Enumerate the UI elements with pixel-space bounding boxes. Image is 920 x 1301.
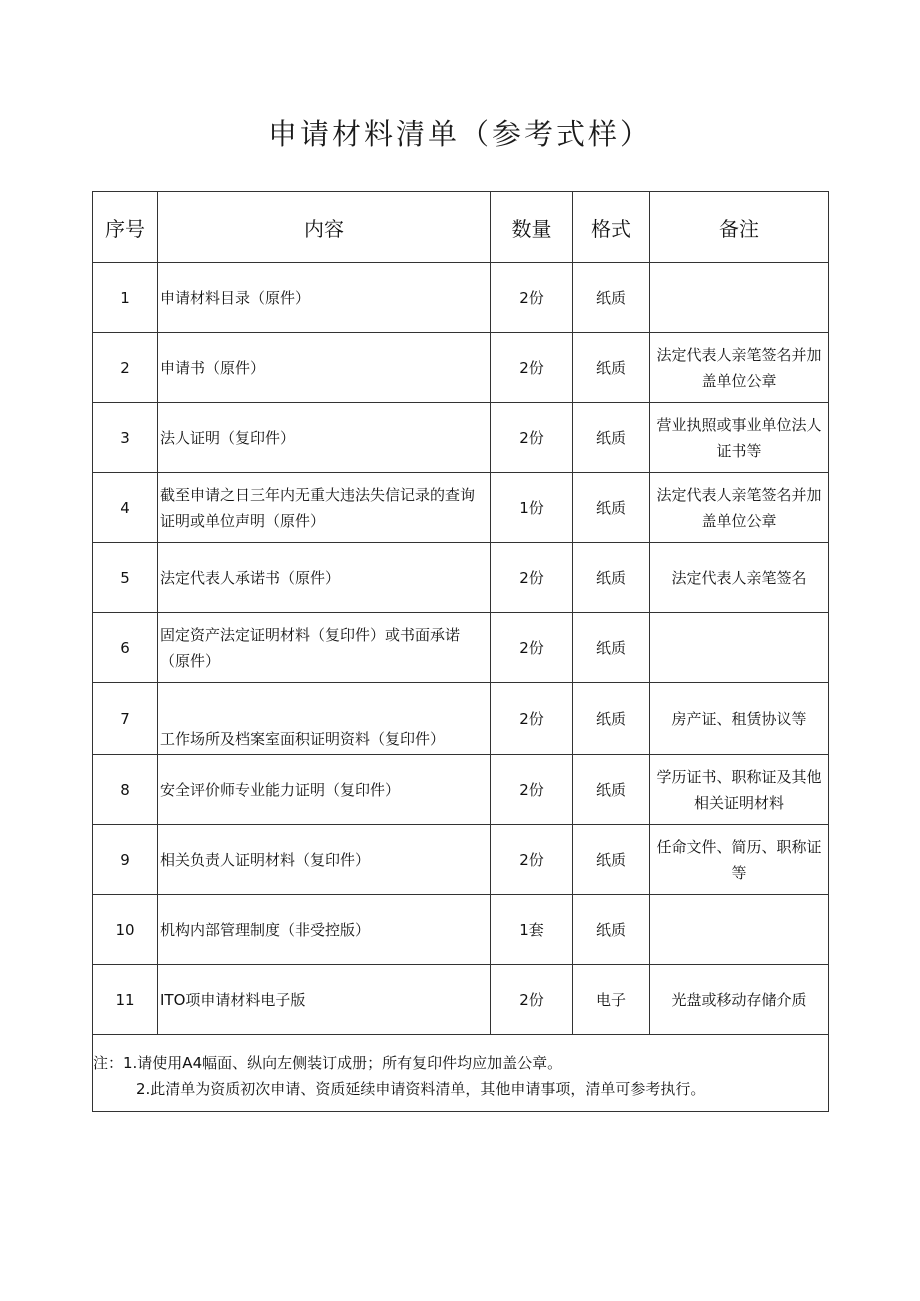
row-format: 纸质 [573, 403, 650, 473]
row-format: 纸质 [573, 683, 650, 755]
row-content: 法人证明（复印件） [158, 403, 491, 473]
row-quantity: 1份 [491, 473, 573, 543]
row-remarks: 房产证、租赁协议等 [650, 683, 829, 755]
row-quantity: 2份 [491, 333, 573, 403]
row-quantity: 2份 [491, 613, 573, 683]
row-quantity: 2份 [491, 683, 573, 755]
row-format: 纸质 [573, 895, 650, 965]
row-no: 6 [93, 613, 158, 683]
row-remarks: 法定代表人亲笔签名并加盖单位公章 [650, 333, 829, 403]
row-quantity: 2份 [491, 755, 573, 825]
row-quantity: 2份 [491, 965, 573, 1035]
row-format: 纸质 [573, 755, 650, 825]
table-row [93, 333, 829, 403]
table-row [93, 263, 829, 333]
table-row [93, 543, 829, 613]
header-quantity: 数量 [491, 192, 573, 263]
row-no: 2 [93, 333, 158, 403]
table-row [93, 895, 829, 965]
table-row [93, 403, 829, 473]
row-format: 纸质 [573, 613, 650, 683]
row-remarks: 营业执照或事业单位法人证书等 [650, 403, 829, 473]
row-quantity: 2份 [491, 543, 573, 613]
table-row [93, 683, 829, 755]
row-format: 纸质 [573, 825, 650, 895]
row-content: 申请材料目录（原件） [158, 263, 491, 333]
note-line-2: 2.此清单为资质初次申请、资质延续申请资料清单，其他申请事项，清单可参考执行。 [136, 1080, 706, 1098]
table-row [93, 965, 829, 1035]
row-no: 1 [93, 263, 158, 333]
row-content: 申请书（原件） [158, 333, 491, 403]
row-no: 4 [93, 473, 158, 543]
header-content: 内容 [158, 192, 491, 263]
row-quantity: 1套 [491, 895, 573, 965]
table-row [93, 825, 829, 895]
note-line-1: 注：1.请使用A4幅面、纵向左侧装订成册；所有复印件均应加盖公章。 [93, 1054, 563, 1072]
row-no: 3 [93, 403, 158, 473]
row-no: 11 [93, 965, 158, 1035]
table-header-row [93, 192, 829, 263]
header-no: 序号 [93, 192, 158, 263]
row-no: 8 [93, 755, 158, 825]
row-no: 10 [93, 895, 158, 965]
row-remarks [650, 895, 829, 965]
table-row [93, 473, 829, 543]
row-quantity: 2份 [491, 403, 573, 473]
row-no: 9 [93, 825, 158, 895]
row-content: 安全评价师专业能力证明（复印件） [158, 755, 491, 825]
document-title: 申请材料清单（参考式样） [267, 117, 652, 151]
row-format: 纸质 [573, 263, 650, 333]
row-quantity: 2份 [491, 825, 573, 895]
table-row [93, 613, 829, 683]
notes-row [93, 1035, 829, 1112]
row-remarks [650, 613, 829, 683]
row-content: 固定资产法定证明材料（复印件）或书面承诺（原件） [158, 613, 491, 683]
row-format: 电子 [573, 965, 650, 1035]
row-content: 法定代表人承诺书（原件） [158, 543, 491, 613]
row-content: 相关负责人证明材料（复印件） [158, 825, 491, 895]
row-remarks [650, 263, 829, 333]
table-row [93, 755, 829, 825]
row-remarks: 法定代表人亲笔签名 [650, 543, 829, 613]
row-content: 机构内部管理制度（非受控版） [158, 895, 491, 965]
header-remarks: 备注 [650, 192, 829, 263]
row-content: 截至申请之日三年内无重大违法失信记录的查询证明或单位声明（原件） [158, 473, 491, 543]
header-format: 格式 [573, 192, 650, 263]
row-remarks: 法定代表人亲笔签名并加盖单位公章 [650, 473, 829, 543]
row-format: 纸质 [573, 473, 650, 543]
row-remarks: 学历证书、职称证及其他相关证明材料 [650, 755, 829, 825]
row-no: 7 [93, 683, 158, 755]
row-content: 工作场所及档案室面积证明资料（复印件） [158, 683, 491, 755]
row-no: 5 [93, 543, 158, 613]
row-remarks: 任命文件、简历、职称证等 [650, 825, 829, 895]
row-remarks: 光盘或移动存储介质 [650, 965, 829, 1035]
row-format: 纸质 [573, 333, 650, 403]
row-content: ITO项申请材料电子版 [158, 965, 491, 1035]
row-quantity: 2份 [491, 263, 573, 333]
notes-cell [93, 1035, 829, 1112]
row-format: 纸质 [573, 543, 650, 613]
materials-table [92, 191, 829, 1112]
